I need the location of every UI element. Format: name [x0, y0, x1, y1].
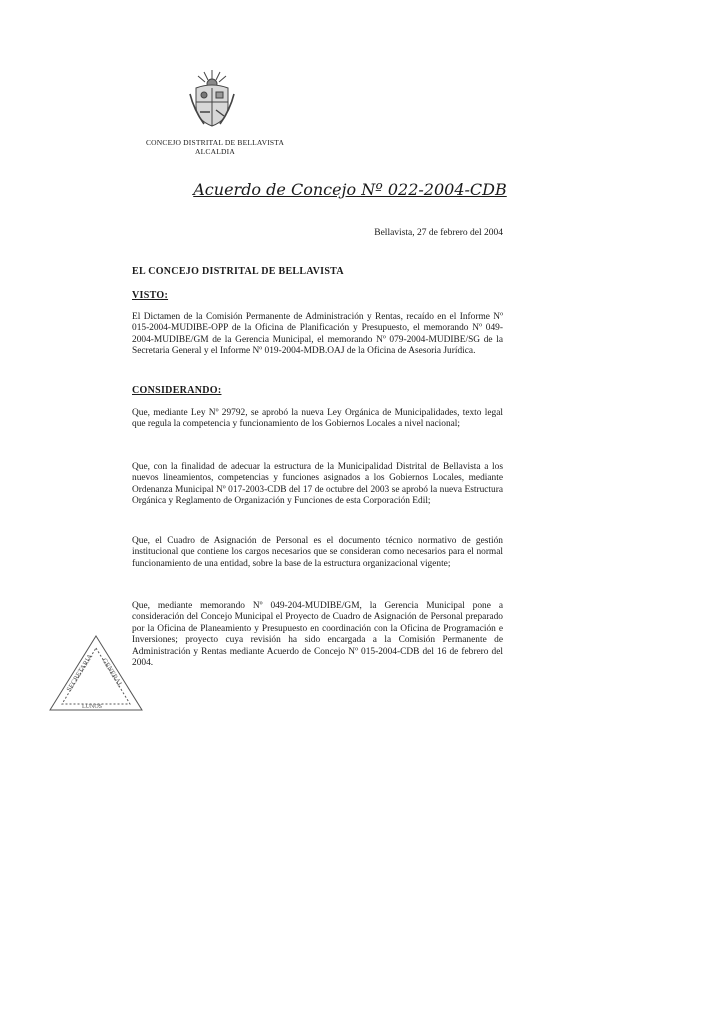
considerando-paragraph-4: Que, mediante memorando Nº 049-204-MUDIBE/GM, la Gerencia Municipal pone a consideración del Concejo Municipal el Proyecto de Cuadro de Asignación de Personal preparado por la Oficina de Planeamiento y Presupuesto en coordinación con la Oficina de Programación e Inversiones; proyecto cuya revisión ha sido encargada a la Comisión Permanente de Administración y Rentas mediante Acuerdo de Concejo Nº 015-2004-CDB del 16 de febrero del 2004. [132, 601, 503, 669]
organization-name [140, 138, 290, 156]
visto-paragraph: El Dictamen de la Comisión Permanente de Administración y Rentas, recaído en el Informe Nº 015-2004-MUDIBE-OPP de la Oficina de Planificación y Presupuesto, el memorando Nº 049-2004-MUDIBE/GM de la Gerencia Municipal, el memorando Nº 079-2004-MUDIBE/SG de la Secretaria General y el Informe Nº 019-2004-MDB.OAJ de la Oficina de Asesoria Jurídica. [132, 312, 503, 357]
considerando-paragraph-2: Que, con la finalidad de adecuar la estructura de la Municipalidad Distrital de Bellavista a los nuevos lineamientos, competencias y funciones asignados a los Gobiernos Locales, mediante Ordenanza Municipal Nº 017-2003-CDB del 17 de octubre del 2003 se aprobó la nueva Estructura Orgánica y Reglamento de Organización y Funciones de esta Corporación Edil; [132, 462, 503, 507]
secretaria-stamp-icon [46, 630, 146, 716]
coat-of-arms-icon [186, 66, 238, 130]
considerando-paragraph-3: Que, el Cuadro de Asignación de Personal es el documento técnico normativo de gestión institucional que contiene los cargos necesarios que se consideran como necesarios para el normal funcionamiento de una entidad, sobre la base de la estructura organizacional vigente; [132, 536, 503, 569]
org-line-2: ALCALDIA [195, 147, 235, 156]
issuer-heading: EL CONCEJO DISTRITAL DE BELLAVISTA [132, 266, 344, 277]
stamp-text-bottom: LUNOS [82, 704, 103, 710]
stamp-text-right: GENERAL [100, 656, 125, 689]
considerando-heading: CONSIDERANDO: [132, 385, 222, 396]
document-title: Acuerdo de Concejo Nº 022-2004-CDB [193, 180, 507, 199]
stamp-text-left: SECRETARIA [64, 652, 95, 694]
date-line: Bellavista, 27 de febrero del 2004 [374, 228, 503, 238]
considerando-paragraph-1: Que, mediante Ley Nº 29792, se aprobó la nueva Ley Orgánica de Municipalidades, texto legal que regula la competencia y funcionamiento de los Gobiernos Locales a nivel nacional; [132, 408, 503, 430]
org-line-1: CONCEJO DISTRITAL DE BELLAVISTA [145, 138, 285, 147]
visto-heading: VISTO: [132, 290, 169, 301]
